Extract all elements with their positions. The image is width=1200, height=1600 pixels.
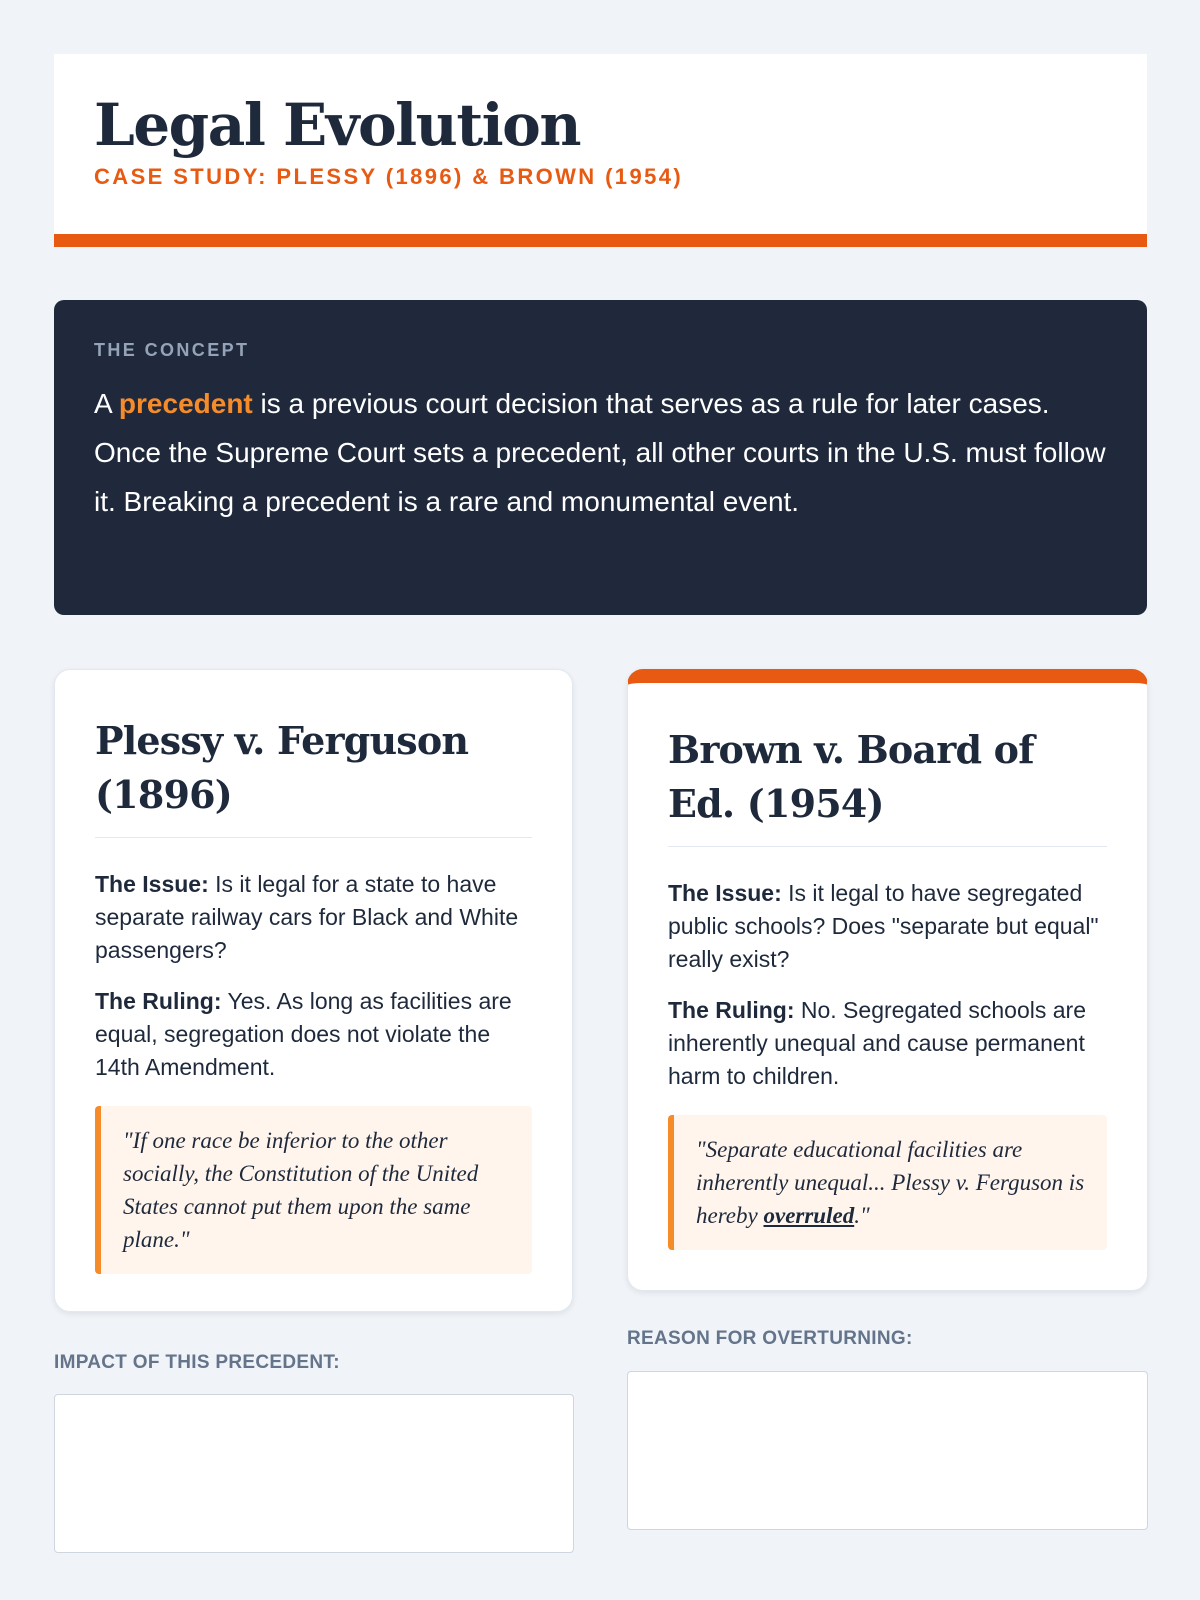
concept-text-after: is a previous court decision that serves as a rule for later cases. Once the Supreme Court sets a precedent, all other courts in the U.S. must follow it. Breaking a precedent is a rare and monumental event.: [94, 388, 1106, 517]
brown-title: Brown v. Board of Ed. (1954): [668, 723, 1107, 847]
brown-card-content: [668, 723, 1107, 1250]
page-subtitle: CASE STUDY: PLESSY (1896) & BROWN (1954): [94, 164, 684, 189]
reason-label: REASON FOR OVERTURNING:: [627, 1328, 913, 1349]
plessy-issue-text: Is it legal for a state to have separate railway cars for Black and White passengers?: [95, 871, 519, 963]
brown-ruling: [668, 994, 1107, 1093]
page-title: Legal Evolution: [94, 91, 581, 159]
brown-card: [627, 669, 1148, 1291]
plessy-issue-label: The Issue:: [95, 871, 209, 897]
brown-issue-label: The Issue:: [668, 880, 782, 906]
plessy-card-content: [95, 714, 532, 1274]
brown-issue: [668, 877, 1107, 976]
brown-issue-text: Is it legal to have segregated public schools? Does "separate but equal" really exist?: [668, 880, 1099, 972]
plessy-issue: [95, 868, 532, 967]
impact-input[interactable]: [54, 1394, 574, 1553]
concept-text: [94, 379, 1107, 526]
concept-panel: [54, 300, 1147, 615]
plessy-title: Plessy v. Ferguson (1896): [95, 714, 532, 838]
brown-quote-after: .": [854, 1203, 870, 1228]
brown-quote-overruled: overruled: [763, 1203, 855, 1228]
concept-label: THE CONCEPT: [94, 340, 250, 360]
impact-label: IMPACT OF THIS PRECEDENT:: [54, 1352, 340, 1373]
brown-ruling-text: No. Segregated schools are inherently unequal and cause permanent harm to children.: [668, 997, 1086, 1089]
plessy-quote: "If one race be inferior to the other socially, the Constitution of the United States cannot put them upon the same plane.": [95, 1106, 532, 1274]
plessy-ruling: [95, 985, 532, 1084]
plessy-ruling-label: The Ruling:: [95, 988, 222, 1014]
brown-ruling-label: The Ruling:: [668, 997, 795, 1023]
plessy-card: [54, 669, 573, 1312]
precedent-highlight: precedent: [118, 388, 253, 419]
reason-input[interactable]: [627, 1371, 1148, 1530]
page-header: [54, 54, 1147, 247]
brown-quote-before: "Separate educational facilities are inherently unequal... Plessy v. Ferguson is hereby: [696, 1137, 1085, 1228]
brown-quote: [668, 1115, 1107, 1250]
concept-text-before: A: [94, 388, 119, 419]
plessy-ruling-text: Yes. As long as facilities are equal, segregation does not violate the 14th Amendment.: [95, 988, 512, 1080]
